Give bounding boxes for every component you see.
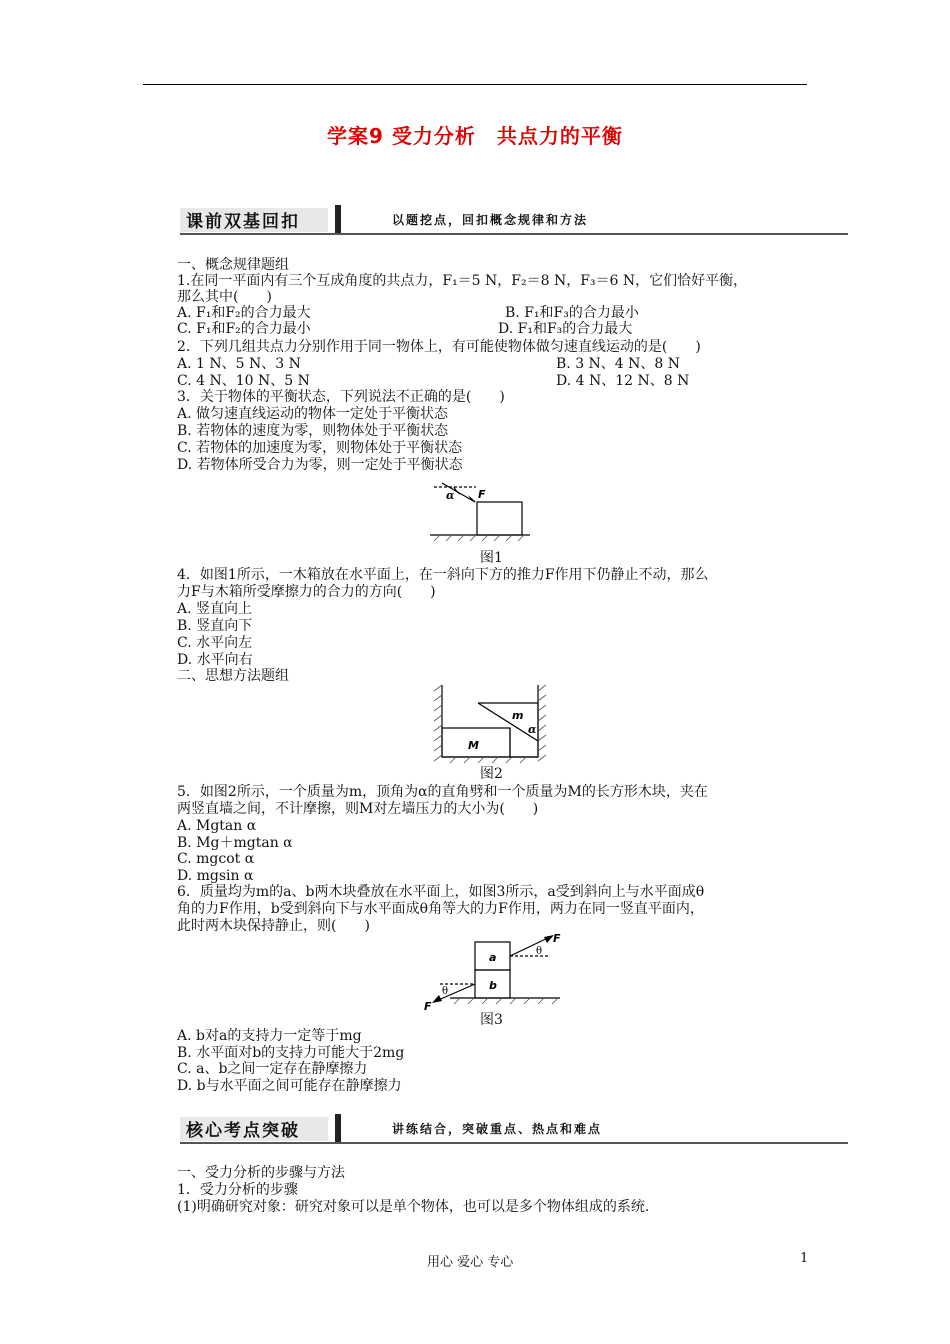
q6-option-c: C. a、b之间一定存在静摩擦力 — [177, 1061, 368, 1077]
footer-slogan: 用心 爱心 专心 — [427, 1255, 514, 1270]
subheading-steps: 1．受力分析的步骤 — [177, 1182, 298, 1198]
q4-option-a: A. 竖直向上 — [177, 601, 253, 617]
q3-option-c: C. 若物体的加速度为零，则物体处于平衡状态 — [177, 440, 463, 456]
figure-3-caption: 图3 — [480, 1012, 503, 1028]
section-banner-review — [180, 205, 848, 235]
q2-option-d: D. 4 N、12 N、8 N — [556, 373, 690, 389]
q4-option-c: C. 水平向左 — [177, 635, 253, 651]
q4-option-d: D. 水平向右 — [177, 652, 253, 668]
section-heading-analysis: 一、受力分析的步骤与方法 — [177, 1165, 345, 1181]
fig3-b-label: b — [489, 979, 497, 992]
fig3-theta-top-label: θ — [536, 946, 543, 957]
q6-option-a: A. b对a的支持力一定等于mg — [177, 1028, 362, 1044]
page-title: 学案9 受力分析 共点力的平衡 — [327, 124, 623, 148]
q3-option-a: A. 做匀速直线运动的物体一定处于平衡状态 — [177, 406, 449, 422]
banner-title: 核心考点突破 — [186, 1121, 300, 1141]
q1-stem-line2: 那么其中( ) — [177, 289, 272, 305]
q6-option-d: D. b与水平面之间可能存在静摩擦力 — [177, 1078, 402, 1094]
q3-stem: 3．关于物体的平衡状态，下列说法不正确的是( ) — [177, 389, 505, 405]
fig2-M-label: M — [468, 739, 479, 752]
fig3-force-bottom-label: F — [424, 1000, 432, 1010]
section-heading: 一、概念规律题组 — [177, 257, 289, 273]
banner-bar — [335, 1114, 341, 1144]
section-banner-core — [180, 1114, 848, 1144]
figure-1-caption: 图1 — [480, 550, 503, 566]
q3-option-d: D. 若物体所受合力为零，则一定处于平衡状态 — [177, 457, 463, 473]
fig3-a-label: a — [489, 951, 497, 964]
q2-option-b: B. 3 N、4 N、8 N — [556, 356, 681, 372]
banner-subtitle: 讲练结合，突破重点、热点和难点 — [392, 1122, 603, 1136]
fig3-theta-bottom-label: θ — [442, 986, 449, 997]
banner-subtitle: 以题挖点，回扣概念规律和方法 — [392, 213, 589, 227]
page-number: 1 — [800, 1251, 809, 1266]
q1-stem-line1: 1.在同一平面内有三个互成角度的共点力，F₁＝5 N，F₂＝8 N，F₃＝6 N，它们恰好平衡， — [177, 273, 748, 289]
fig2-alpha-label: α — [528, 723, 537, 736]
header-rule — [143, 84, 807, 85]
q6-option-b: B. 水平面对b的支持力可能大于2mg — [177, 1045, 405, 1061]
q2-option-c: C. 4 N、10 N、5 N — [177, 373, 310, 389]
q6-stem-line3: 此时两木块保持静止，则( ) — [177, 918, 370, 934]
fig1-force-label: F — [478, 488, 486, 501]
banner-bar — [335, 205, 341, 235]
q4-stem-line2: 力F与木箱所受摩擦力的合力的方向( ) — [177, 584, 436, 600]
figure-1-diagram — [420, 475, 540, 545]
banner-underline — [180, 233, 848, 235]
q2-stem: 2．下列几组共点力分别作用于同一物体上，有可能使物体做匀速直线运动的是( ) — [177, 339, 701, 355]
q5-option-b: B. Mg＋mgtan α — [177, 835, 293, 851]
q2-option-a: A. 1 N、5 N、3 N — [177, 356, 301, 372]
fig2-m-label: m — [512, 709, 524, 722]
q1-option-b: B. F₁和F₃的合力最小 — [505, 305, 639, 321]
q4-option-b: B. 竖直向下 — [177, 618, 253, 634]
q3-option-b: B. 若物体的速度为零，则物体处于平衡状态 — [177, 423, 449, 439]
figure-2-diagram — [430, 683, 550, 765]
fig3-force-top-label: F — [553, 932, 561, 945]
q6-stem-line1: 6．质量均为m的a、b两木块叠放在水平面上，如图3所示，a受到斜向上与水平面成θ — [177, 884, 705, 900]
q6-stem-line2: 角的力F作用，b受到斜向下与水平面成θ角等大的力F作用，两力在同一竖直平面内， — [177, 901, 704, 917]
banner-title: 课前双基回扣 — [186, 212, 300, 232]
paragraph-step-1: (1)明确研究对象：研究对象可以是单个物体，也可以是多个物体组成的系统. — [177, 1199, 650, 1215]
q4-stem-line1: 4．如图1所示，一木箱放在水平面上，在一斜向下方的推力F作用下仍静止不动，那么 — [177, 567, 709, 583]
figure-2-caption: 图2 — [480, 766, 503, 782]
q5-option-d: D. mgsin α — [177, 868, 254, 884]
fig1-alpha-label: α — [446, 489, 455, 502]
q5-stem-line2: 两竖直墙之间，不计摩擦，则M对左墙压力的大小为( ) — [177, 801, 539, 817]
banner-underline — [180, 1142, 848, 1144]
q5-stem-line1: 5．如图2所示，一个质量为m，顶角为α的直角劈和一个质量为M的长方形木块，夹在 — [177, 784, 708, 800]
section-heading-methods: 二、思想方法题组 — [177, 668, 289, 684]
q5-option-a: A. Mgtan α — [177, 818, 257, 834]
figure-3-diagram — [420, 930, 570, 1010]
q1-option-a: A. F₁和F₂的合力最大 — [177, 305, 311, 321]
q5-option-c: C. mgcot α — [177, 851, 255, 867]
q1-option-c: C. F₁和F₂的合力最小 — [177, 321, 311, 337]
q1-option-d: D. F₁和F₃的合力最大 — [498, 321, 633, 337]
